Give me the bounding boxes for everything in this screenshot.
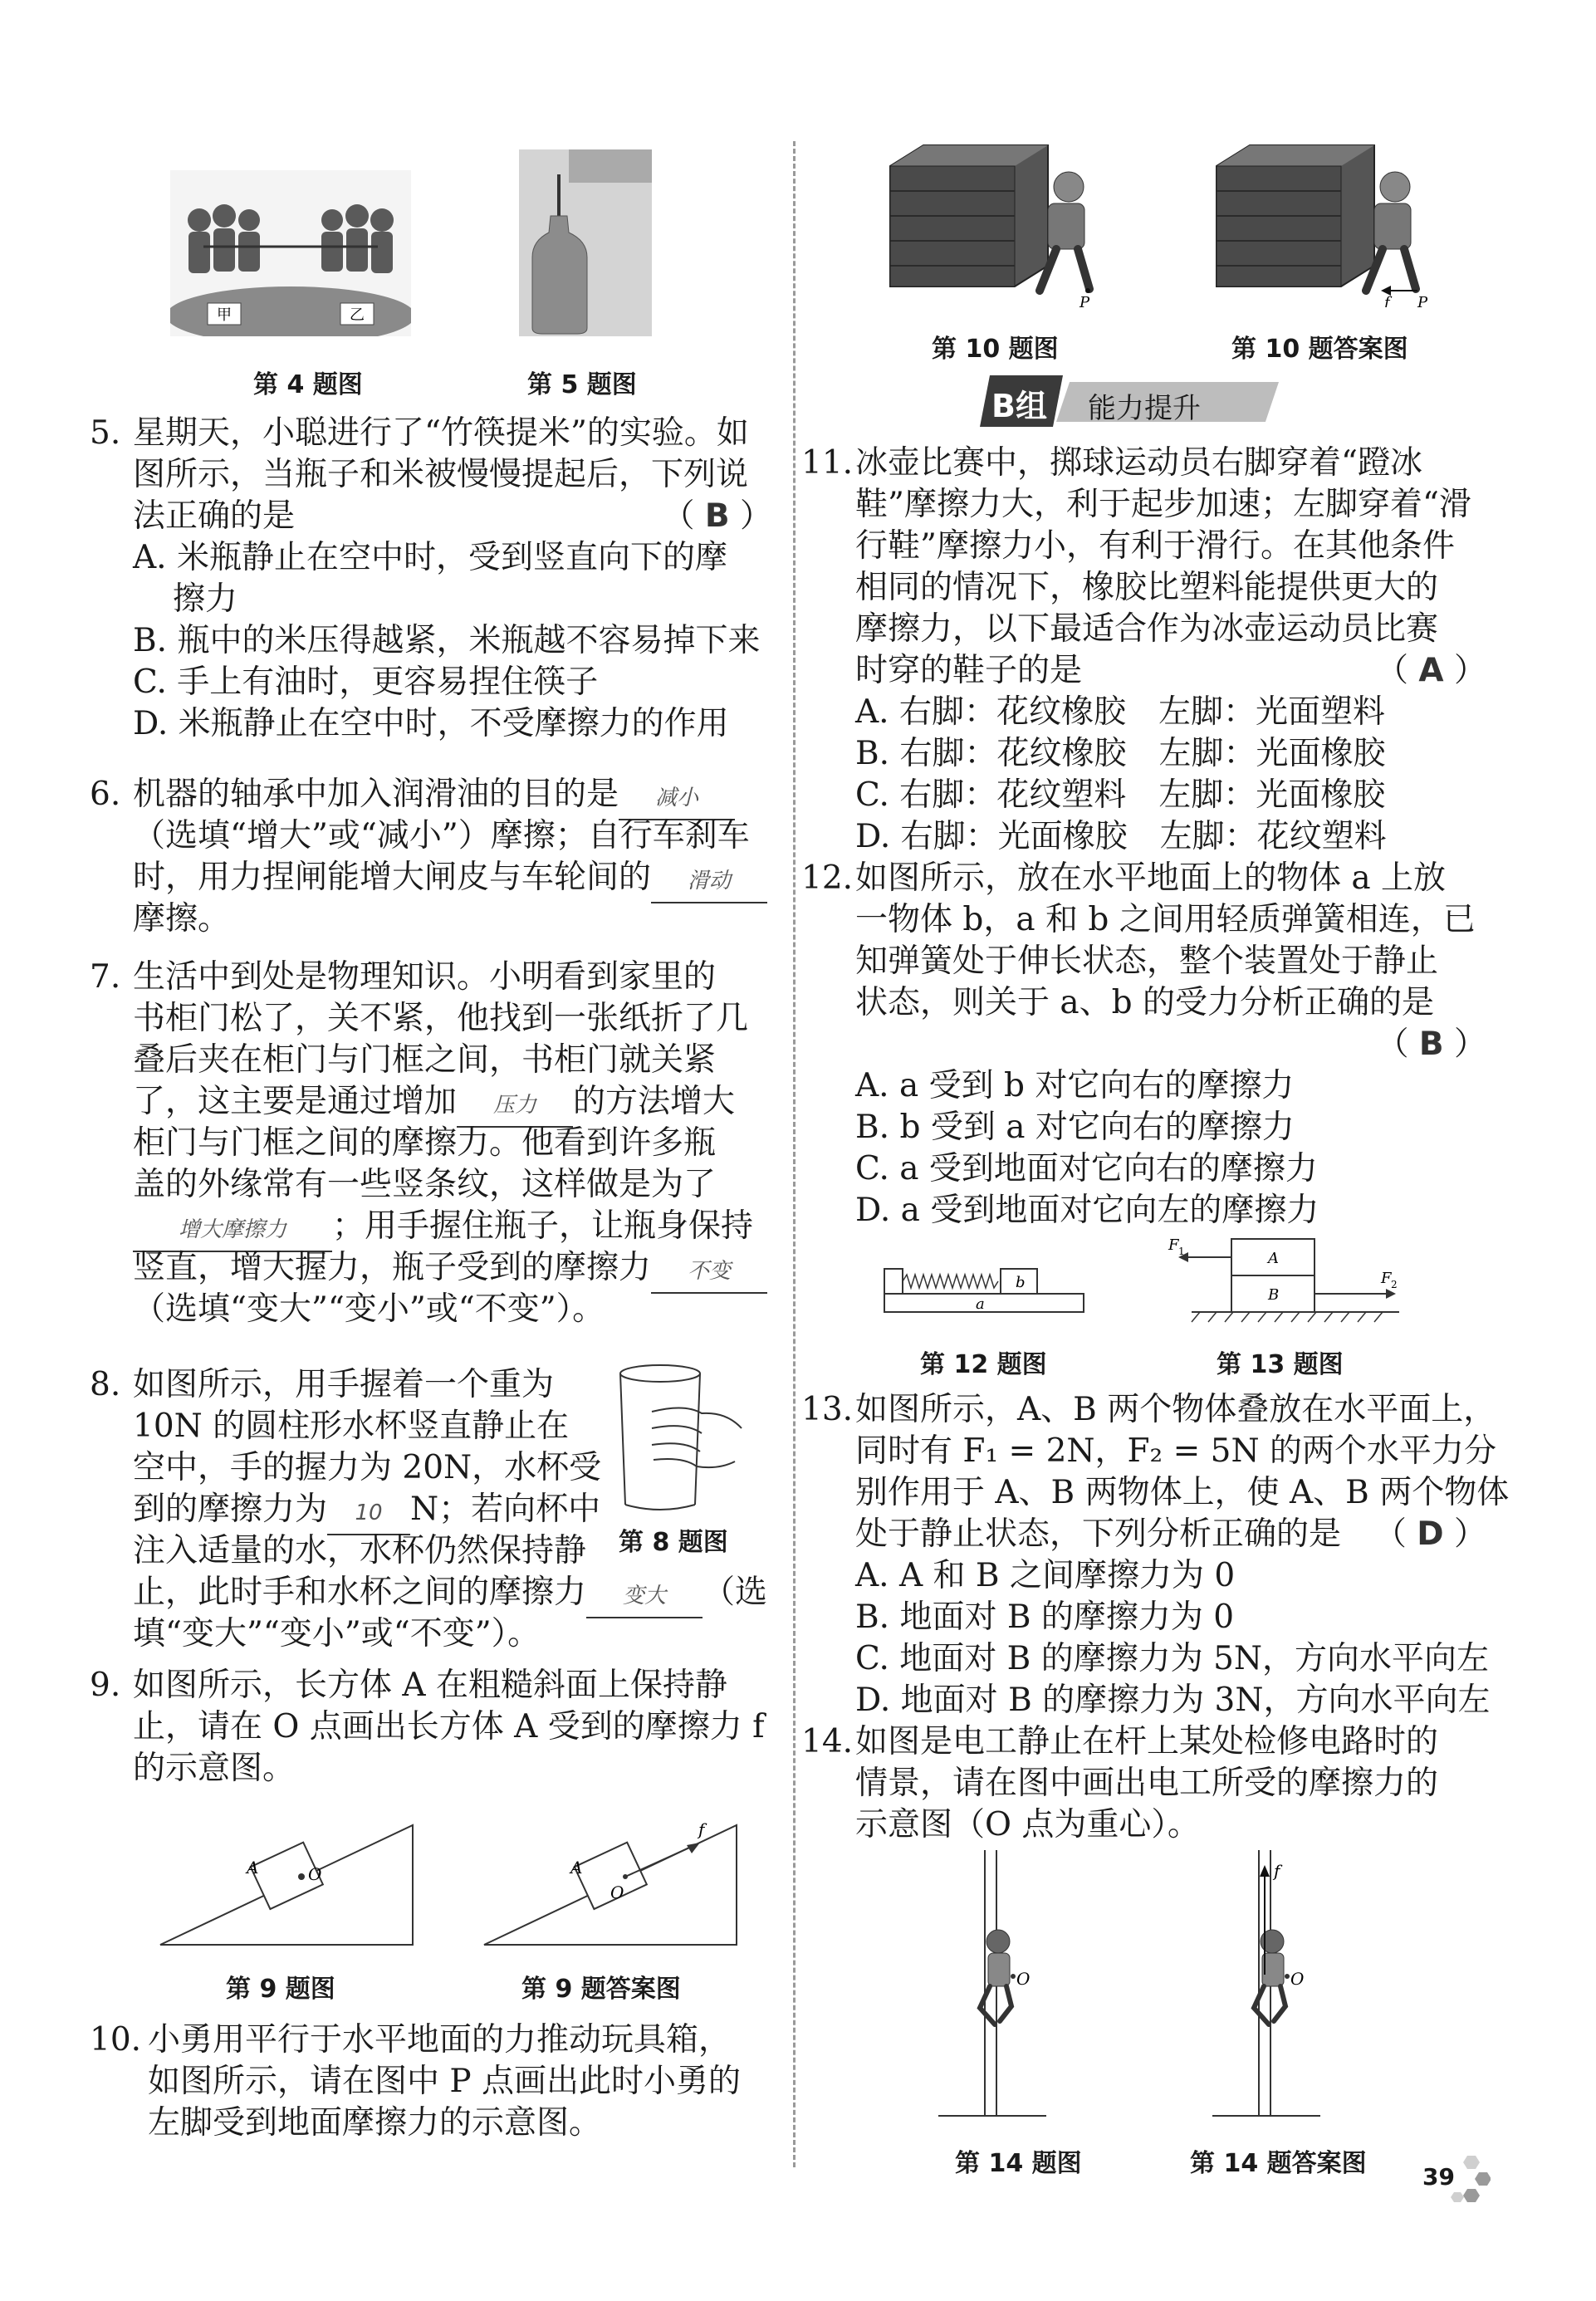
push-box-answer-figure [1208,141,1457,307]
label-b: B [1268,1286,1280,1304]
answer-choice: B [704,497,730,535]
caption-fig9: 第 9 题图 [226,1975,335,2004]
question-number: 10. [90,2021,142,2059]
question-text: 知弹簧处于伸长状态，整个装置处于静止 [855,942,1439,980]
question-text: 了，这主要是通过增加 [133,1083,458,1120]
question-text: 盖的外缘常有一些竖条纹，这样做是为了 [133,1166,717,1203]
option-d: D. a 受到地面对它向左的摩擦力 [855,1192,1319,1229]
fill-answer: 变大 [586,1575,703,1618]
column-divider [793,141,796,2167]
question-text: 注入适量的水，水杯仍然保持静 [133,1532,587,1569]
option-d: D. 地面对 B 的摩擦力为 3N，方向水平向左 [855,1682,1491,1719]
question-text: 相同的情况下，橡胶比塑料能提供更大的 [855,569,1439,606]
banner-title: 能力提升 [1088,392,1201,425]
banner-group: B组 [991,388,1047,424]
caption-fig8: 第 8 题图 [619,1528,728,1557]
question-number: 7. [90,958,121,996]
question-text: 情景，请在图中画出电工所受的摩擦力的 [855,1765,1439,1802]
label-f2: F [1381,1270,1392,1287]
question-text: 时，用力捏闸能增大闸皮与车轮间的 [133,859,652,896]
rice-bottle-photo [519,149,652,336]
question-text: 状态，则关于 a、b 的受力分析正确的是 [855,984,1435,1021]
question-text: （选填“变大”“变小”或“不变”）。 [133,1290,605,1328]
option-c: C. a 受到地面对它向右的摩擦力 [855,1150,1318,1187]
question-text: 如图所示，长方体 A 在粗糙斜面上保持静 [133,1667,727,1704]
question-text: 的方法增大 [573,1083,736,1120]
caption-fig4: 第 4 题图 [253,370,363,399]
label-a: A [247,1858,259,1878]
question-number: 14. [801,1723,854,1760]
fill-answer: 减小 [619,777,735,820]
option-a: A. 右脚：花纹橡胶 左脚：光面塑料 [855,693,1385,731]
question-text: 如图所示，用手握着一个重为 [133,1366,555,1403]
option-c: C. 手上有油时，更容易捏住筷子 [133,663,599,701]
label-jia: 甲 [217,306,232,324]
label-f2-sub: 2 [1391,1279,1398,1290]
label-f: f [1274,1861,1280,1881]
electrician-pole-answer-figure [1204,1850,1337,2132]
label-a: A [1268,1250,1279,1267]
caption-fig14: 第 14 题图 [955,2149,1082,2178]
incline-answer-figure [477,1794,743,1951]
question-text: 星期天，小聪进行了“竹筷提米”的实验。如 [133,414,749,452]
caption-fig10: 第 10 题图 [932,335,1059,364]
question-text: 竖直，增大握力，瓶子受到的摩擦力 [133,1249,652,1286]
question-text: 如图所示，A、B 两个物体叠放在水平面上， [855,1391,1496,1428]
answer-bracket: （ D ） [1373,1515,1486,1553]
label-f: f [698,1819,705,1839]
question-text: 别作用于 A、B 两物体上，使 A、B 两个物体 [855,1474,1510,1511]
incline-figure [154,1810,419,1951]
tug-of-war-illustration [170,170,411,336]
label-f: f [1384,294,1390,307]
question-text: 书柜门松了，关不紧，他找到一张纸折了几 [133,1000,749,1037]
question-text: 示意图（O 点为重心）。 [855,1806,1200,1843]
option-b: B. b 受到 a 对它向右的摩擦力 [855,1109,1295,1146]
label-a: A [570,1858,583,1878]
option-d: D. 米瓶静止在空中时，不受摩擦力的作用 [133,705,729,742]
question-text: 鞋”摩擦力大，利于起步加速；左脚穿着“滑 [855,486,1471,523]
answer-bracket: （ B ） [1376,1026,1486,1063]
question-text: 法正确的是 [133,497,296,535]
question-text: 如图是电工静止在杆上某处检修电路时的 [855,1723,1439,1760]
electrician-pole-figure [930,1850,1063,2132]
fill-answer: 压力 [457,1084,573,1128]
push-box-figure [882,141,1131,307]
label-p: P [1080,294,1090,307]
question-text: 摩擦力，以下最适合作为冰壶运动员比赛 [855,610,1439,648]
spring-blocks-figure [876,1254,1092,1320]
section-banner [980,375,1279,427]
option-a: A. a 受到 b 对它向右的摩擦力 [855,1067,1295,1104]
question-number: 9. [90,1667,121,1704]
question-text: 小勇用平行于水平地面的力推动玩具箱， [148,2021,732,2059]
page-number: 39 [1422,2163,1455,2191]
option-c: C. 地面对 B 的摩擦力为 5N，方向水平向左 [855,1640,1490,1677]
option-d: D. 右脚：光面橡胶 左脚：花纹塑料 [855,818,1387,855]
label-o: O [1290,1969,1305,1989]
label-yi: 乙 [350,306,365,324]
caption-fig5: 第 5 题图 [527,370,637,399]
question-number: 11. [801,444,854,482]
caption-fig9-answer: 第 9 题答案图 [521,1975,681,2004]
label-b: b [1016,1274,1026,1291]
question-text: 时穿的鞋子的是 [855,652,1083,689]
question-text: 机器的轴承中加入润滑油的目的是 [133,776,619,813]
question-text: 空中，手的握力为 20N，水杯受 [133,1449,602,1486]
label-o: O [1016,1969,1031,1989]
question-text: 柜门与门框之间的摩擦力。他看到许多瓶 [133,1124,717,1162]
fill-answer: 10 [327,1492,410,1535]
question-text: 止，此时手和水杯之间的摩擦力 [133,1574,587,1611]
stacked-blocks-figure [1158,1225,1416,1324]
question-text: 行鞋”摩擦力小，有利于滑行。在其他条件 [855,527,1455,565]
answer-choice: B [1418,1026,1444,1063]
answer-choice: D [1417,1515,1444,1553]
question-text: 摩擦。 [133,900,231,938]
question-text: 如图所示，请在图中 P 点画出此时小勇的 [148,2063,742,2100]
question-text: 填“变大”“变小”或“不变”）。 [133,1615,541,1652]
option-b: B. 右脚：花纹橡胶 左脚：光面橡胶 [855,735,1386,772]
question-text: 的示意图。 [133,1750,296,1787]
fill-answer: 不变 [651,1251,767,1294]
question-text: 冰壶比赛中，掷球运动员右脚穿着“蹬冰 [855,444,1422,482]
question-text: 左脚受到地面摩擦力的示意图。 [148,2104,602,2142]
question-number: 8. [90,1366,121,1403]
option-b: B. 瓶中的米压得越紧，米瓶越不容易掉下来 [133,622,761,659]
question-text: 到的摩擦力为 [133,1491,328,1528]
answer-bracket: （ B ） [662,497,772,535]
question-text: （选填“增大”或“减小”）摩擦；自行车刹车 [133,817,750,854]
label-f1: F [1168,1236,1179,1254]
answer-choice: A [1418,652,1444,689]
question-number: 6. [90,776,121,813]
caption-fig10-answer: 第 10 题答案图 [1231,335,1408,364]
label-a: a [976,1295,985,1313]
label-f1-sub: 1 [1178,1246,1185,1257]
answer-bracket: （ A ） [1376,652,1486,689]
question-text: 生活中到处是物理知识。小明看到家里的 [133,958,717,996]
fill-answer: 增大摩擦力 [133,1209,332,1252]
option-a-cont: 擦力 [173,580,238,618]
question-text: 一物体 b，a 和 b 之间用轻质弹簧相连，已 [855,901,1476,938]
caption-fig13: 第 13 题图 [1217,1350,1344,1379]
question-text: 处于静止状态，下列分析正确的是 [855,1515,1342,1553]
label-o: O [610,1882,624,1902]
question-text: ；用手握住瓶子，让瓶身保持 [332,1207,754,1245]
label-o: O [308,1864,322,1884]
question-text: 止，请在 O 点画出长方体 A 受到的摩擦力 f [133,1708,765,1745]
label-p: P [1417,294,1428,307]
question-text: N；若向杯中 [410,1491,601,1528]
question-text: （选 [703,1574,768,1611]
question-text: 图所示，当瓶子和米被慢慢提起后，下列说 [133,456,749,493]
option-a: A. 米瓶静止在空中时，受到竖直向下的摩 [133,539,727,576]
question-text: 同时有 F₁ = 2N，F₂ = 5N 的两个水平力分 [855,1432,1497,1470]
question-number: 13. [801,1391,854,1428]
option-a: A. A 和 B 之间摩擦力为 0 [855,1557,1236,1594]
option-b: B. 地面对 B 的摩擦力为 0 [855,1598,1235,1636]
caption-fig14-answer: 第 14 题答案图 [1190,2149,1367,2178]
question-number: 5. [90,414,121,452]
caption-fig12: 第 12 题图 [920,1350,1047,1379]
question-text: 叠后夹在柜门与门框之间，书柜门就关紧 [133,1041,717,1079]
fill-answer: 滑动 [651,860,767,903]
option-c: C. 右脚：花纹塑料 左脚：光面橡胶 [855,776,1386,814]
question-text: 10N 的圆柱形水杯竖直静止在 [133,1408,570,1445]
question-text: 如图所示，放在水平地面上的物体 a 上放 [855,859,1447,897]
question-number: 12. [801,859,854,897]
